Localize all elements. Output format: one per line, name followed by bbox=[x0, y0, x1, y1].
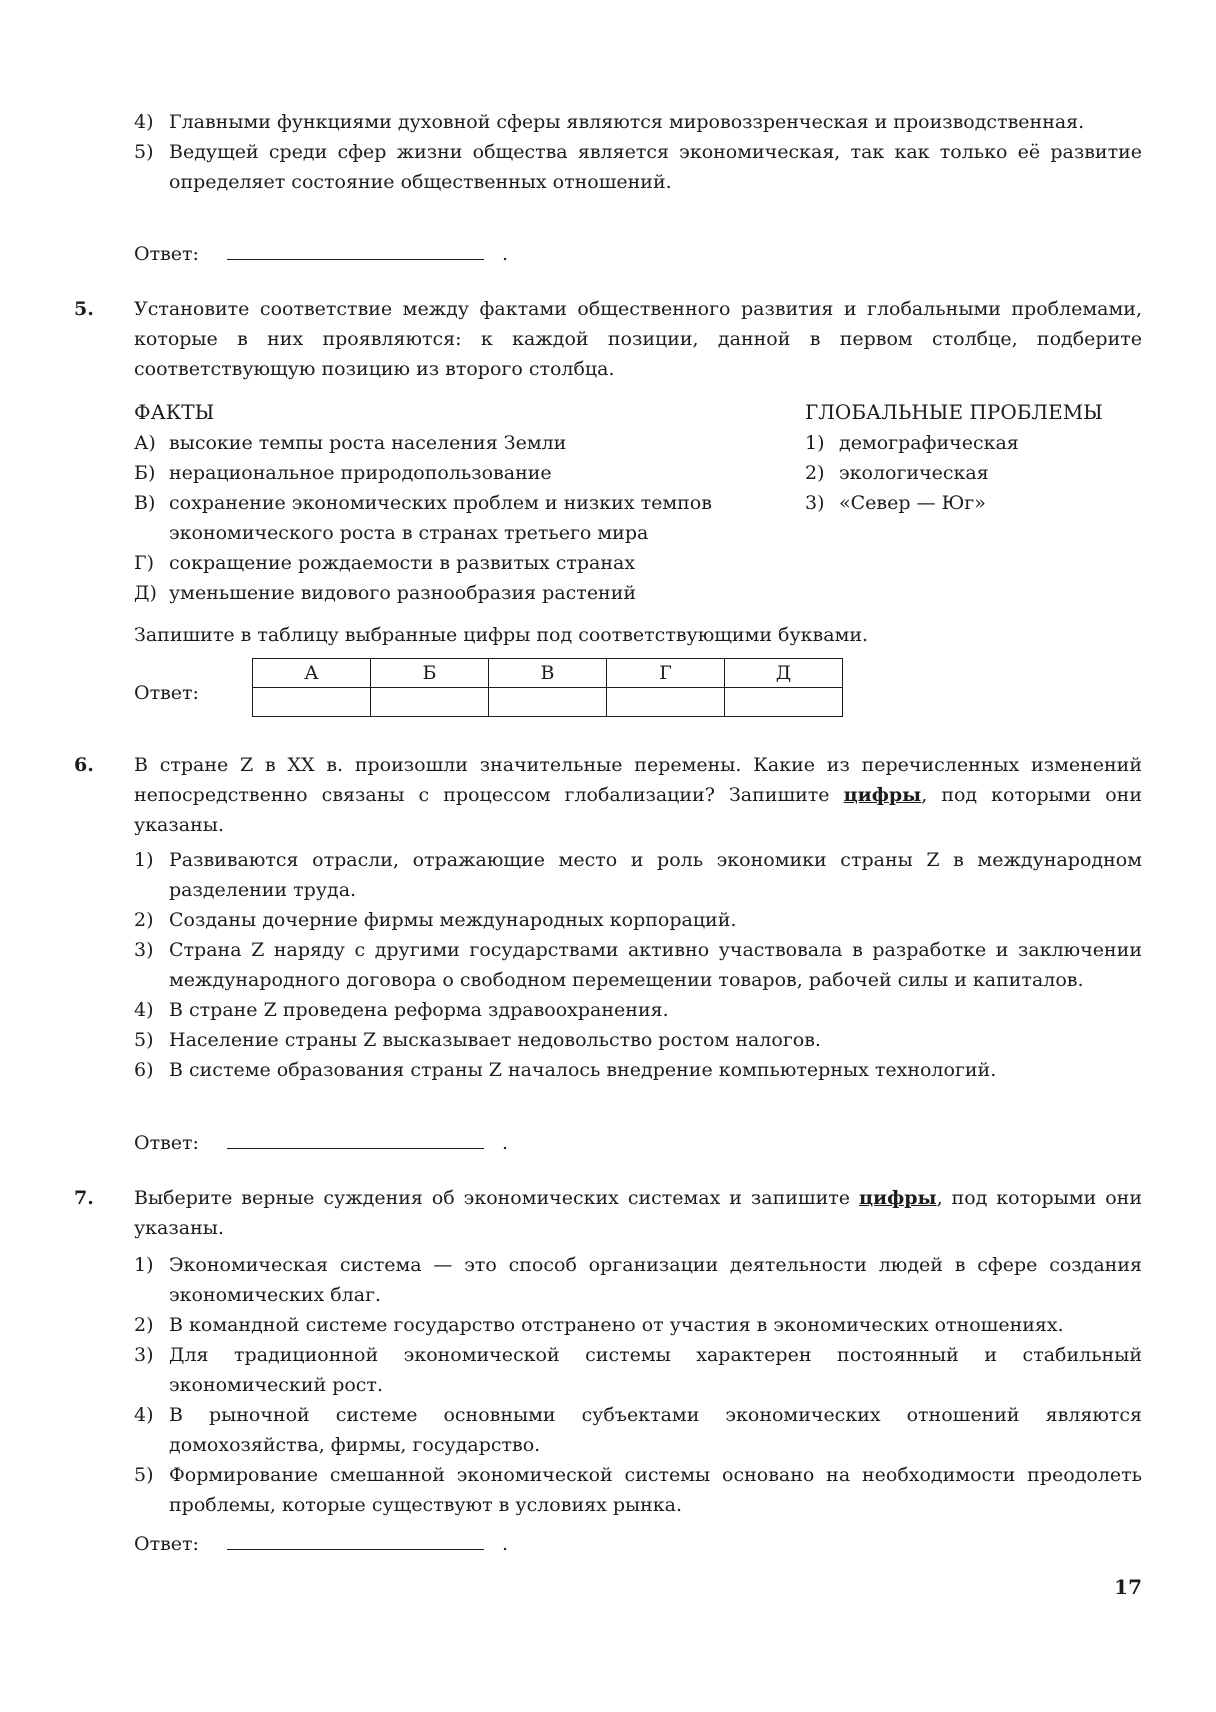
answer-cell[interactable] bbox=[725, 688, 843, 717]
q5-answer-label bbox=[134, 678, 199, 708]
list-item bbox=[134, 137, 1142, 197]
item-number: 2) bbox=[134, 1314, 154, 1336]
item-number: 3) bbox=[134, 939, 154, 961]
item-number: 4) bbox=[134, 999, 154, 1021]
fact-text: нерациональное природопользование bbox=[169, 462, 552, 484]
answer-dot: . bbox=[502, 243, 509, 265]
answer-dot: . bbox=[502, 1533, 509, 1555]
answer-label: Ответ: bbox=[134, 1132, 199, 1154]
problem-number: 3) bbox=[805, 492, 825, 514]
prompt-bold: цифры bbox=[843, 784, 922, 806]
answer-cell[interactable] bbox=[371, 688, 489, 717]
list-item bbox=[134, 107, 1142, 137]
q4-items bbox=[134, 107, 1142, 197]
q6-items bbox=[134, 845, 1142, 1085]
item-text: В командной системе государство отстранено от участия в экономических отношениях. bbox=[169, 1314, 1064, 1336]
item-number: 2) bbox=[134, 909, 154, 931]
item-text: Главными функциями духовной сферы являются мировоззренческая и производственная. bbox=[169, 111, 1085, 133]
problem-text: демографическая bbox=[839, 432, 1019, 454]
table-header-cell: А bbox=[253, 659, 371, 688]
table-header-cell: Г bbox=[607, 659, 725, 688]
table-header-row bbox=[253, 659, 843, 688]
answer-input-line[interactable] bbox=[227, 1529, 484, 1550]
item-number: 3) bbox=[134, 1344, 154, 1366]
item-number: 1) bbox=[134, 849, 154, 871]
q5-instruction: Запишите в таблицу выбранные цифры под соответствующими буквами. bbox=[134, 624, 869, 646]
problem-item bbox=[805, 488, 986, 518]
q6-answer bbox=[134, 1128, 508, 1158]
list-item bbox=[134, 1400, 1142, 1460]
item-number: 4) bbox=[134, 111, 154, 133]
list-item bbox=[134, 1310, 1142, 1340]
answer-dot: . bbox=[502, 1132, 509, 1154]
prompt-text: , под которыми они указаны. bbox=[134, 784, 1142, 836]
problem-text: экологическая bbox=[839, 462, 989, 484]
item-text: В стране Z проведена реформа здравоохранения. bbox=[169, 999, 669, 1021]
problem-text: «Север — Юг» bbox=[839, 492, 986, 514]
list-item bbox=[134, 905, 1142, 935]
table-answer-row bbox=[253, 688, 843, 717]
list-item bbox=[134, 1055, 1142, 1085]
q5-answer-table bbox=[252, 658, 843, 717]
answer-label: Ответ: bbox=[134, 1533, 199, 1555]
facts-header: ФАКТЫ bbox=[134, 400, 215, 424]
item-text: Созданы дочерние фирмы международных корпораций. bbox=[169, 909, 737, 931]
item-number: 6) bbox=[134, 1059, 154, 1081]
fact-letter: Д) bbox=[134, 582, 157, 604]
item-text: Формирование смешанной экономической системы основано на необходимости преодолеть проблемы, которые существуют в условиях рынка. bbox=[169, 1464, 1142, 1516]
q7-answer bbox=[134, 1529, 508, 1559]
problems-header: ГЛОБАЛЬНЫЕ ПРОБЛЕМЫ bbox=[805, 400, 1103, 424]
q7-items bbox=[134, 1250, 1142, 1520]
q4-answer bbox=[134, 239, 508, 269]
item-text: Страна Z наряду с другими государствами активно участвовала в разработке и заключении международного договора о свободном перемещении товаров, рабочей силы и капиталов. bbox=[169, 939, 1142, 991]
table-header-cell: В bbox=[489, 659, 607, 688]
item-text: Для традиционной экономической системы характерен постоянный и стабильный экономический рост. bbox=[169, 1344, 1142, 1396]
problem-number: 2) bbox=[805, 462, 825, 484]
answer-cell[interactable] bbox=[253, 688, 371, 717]
fact-text: уменьшение видового разнообразия растений bbox=[169, 582, 637, 604]
q7-prompt bbox=[134, 1183, 1142, 1243]
prompt-bold: цифры bbox=[858, 1187, 937, 1209]
item-text: Ведущей среди сфер жизни общества является экономическая, так как только её развитие определяет состояние общественных отношений. bbox=[169, 141, 1142, 193]
item-number: 5) bbox=[134, 1029, 154, 1051]
item-text: В рыночной системе основными субъектами экономических отношений являются домохозяйства, фирмы, государство. bbox=[169, 1404, 1142, 1456]
q6-number: 6. bbox=[74, 754, 94, 776]
list-item bbox=[134, 935, 1142, 995]
table-header-cell: Д bbox=[725, 659, 843, 688]
prompt-text: Выберите верные суждения об экономических системах и запишите bbox=[134, 1187, 859, 1209]
item-text: В системе образования страны Z началось внедрение компьютерных технологий. bbox=[169, 1059, 997, 1081]
fact-item bbox=[134, 488, 794, 548]
page-number: 17 bbox=[1114, 1575, 1142, 1599]
prompt-text: В стране Z в XX в. произошли значительные перемены. Какие из перечисленных изменений непосредственно связаны с процессом глобализации? Запишите bbox=[134, 754, 1142, 806]
fact-letter: Г) bbox=[134, 552, 154, 574]
table-header-cell: Б bbox=[371, 659, 489, 688]
problem-item bbox=[805, 428, 1019, 458]
answer-label: Ответ: bbox=[134, 243, 199, 265]
fact-item bbox=[134, 578, 784, 608]
answer-cell[interactable] bbox=[607, 688, 725, 717]
answer-label: Ответ: bbox=[134, 682, 199, 704]
list-item bbox=[134, 1340, 1142, 1400]
list-item bbox=[134, 1460, 1142, 1520]
problem-item bbox=[805, 458, 989, 488]
list-item bbox=[134, 995, 1142, 1025]
q5-number: 5. bbox=[74, 298, 94, 320]
list-item bbox=[134, 1250, 1142, 1310]
fact-item bbox=[134, 428, 784, 458]
fact-text: сокращение рождаемости в развитых странах bbox=[169, 552, 636, 574]
fact-letter: А) bbox=[134, 432, 156, 454]
fact-letter: Б) bbox=[134, 462, 156, 484]
answer-input-line[interactable] bbox=[227, 1128, 484, 1149]
fact-letter: В) bbox=[134, 492, 156, 514]
item-text: Развиваются отрасли, отражающие место и роль экономики страны Z в международном разделении труда. bbox=[169, 849, 1142, 901]
fact-item bbox=[134, 458, 784, 488]
item-number: 1) bbox=[134, 1254, 154, 1276]
item-text: Население страны Z высказывает недовольство ростом налогов. bbox=[169, 1029, 821, 1051]
item-text: Экономическая система — это способ организации деятельности людей в сфере создания экономических благ. bbox=[169, 1254, 1142, 1306]
item-number: 4) bbox=[134, 1404, 154, 1426]
list-item bbox=[134, 845, 1142, 905]
item-number: 5) bbox=[134, 141, 154, 163]
q6-prompt bbox=[134, 750, 1142, 840]
fact-text: сохранение экономических проблем и низких темпов экономического роста в странах третьего мира bbox=[169, 492, 712, 544]
q7-number: 7. bbox=[74, 1187, 94, 1209]
q5-prompt: Установите соответствие между фактами общественного развития и глобальными проблемами, которые в них проявляются: к каждой позиции, данной в первом столбце, подберите соответствующую позицию из второго столбца. bbox=[134, 298, 1142, 380]
prompt-text: , под которыми они указаны. bbox=[134, 1187, 1142, 1239]
fact-text: высокие темпы роста населения Земли bbox=[169, 432, 567, 454]
list-item bbox=[134, 1025, 1142, 1055]
answer-input-line[interactable] bbox=[227, 239, 484, 260]
fact-item bbox=[134, 548, 784, 578]
item-number: 5) bbox=[134, 1464, 154, 1486]
answer-cell[interactable] bbox=[489, 688, 607, 717]
problem-number: 1) bbox=[805, 432, 825, 454]
